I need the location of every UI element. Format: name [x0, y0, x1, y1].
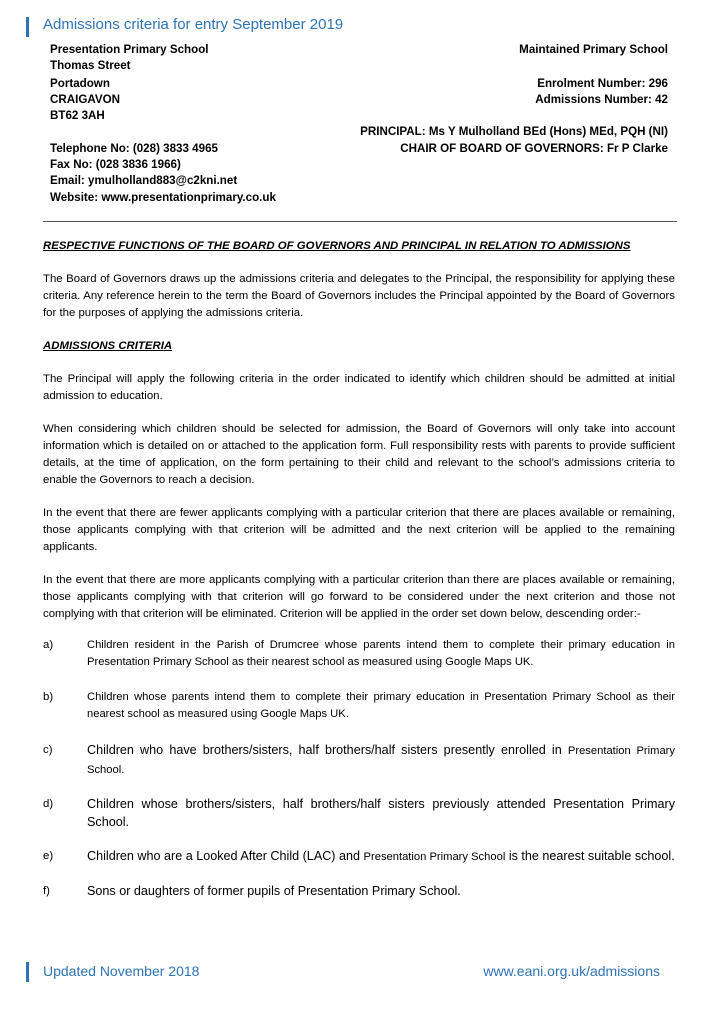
more-applicants-paragraph: In the event that there are more applicants complying with a particular criterion than there are places available or remaining, those applicants complying with that criterion will go forward to be considered under the next criterion and those not complying with that criterion will be eliminated. Criterion will be applied in the order set down below, descending order:- — [43, 574, 675, 620]
address-line-2: Portadown — [50, 77, 110, 90]
criterion-e-text-end: is the nearest suitable school. — [508, 849, 675, 863]
header-divider — [43, 221, 677, 222]
criterion-f-text: Sons or daughters of former pupils of Presentation Primary School. — [87, 884, 461, 898]
fewer-applicants-paragraph: In the event that there are fewer applicants complying with a particular criterion that there are places available or remaining, those applicants complying with that criterion will be admitted and the next criterion will be applied to the remaining applicants. — [43, 507, 675, 553]
principal: PRINCIPAL: Ms Y Mulholland BEd (Hons) MEd, PQH (NI) — [360, 125, 668, 138]
criterion-e-marker: e) — [43, 850, 54, 862]
criterion-b — [43, 689, 675, 723]
criterion-d-text: Children whose brothers/sisters, half brothers/half sisters previously attended Presentation Primary School. — [87, 797, 675, 829]
fax: Fax No: (028 3836 1966) — [50, 158, 181, 171]
criterion-f-marker: f) — [43, 885, 50, 897]
enrolment-number: Enrolment Number: 296 — [537, 77, 668, 90]
school-name: Presentation Primary School — [50, 43, 209, 56]
school-type: Maintained Primary School — [519, 43, 668, 56]
principal-paragraph: The Principal will apply the following criteria in the order indicated to identify which children should be admitted at initial admission to education. — [43, 373, 675, 402]
address-line-1: Thomas Street — [50, 59, 131, 72]
criteria-heading: ADMISSIONS CRITERIA — [43, 340, 173, 352]
criterion-c-marker: c) — [43, 744, 53, 756]
email: Email: ymulholland883@c2kni.net — [50, 174, 238, 187]
criterion-c — [43, 741, 675, 779]
criterion-d — [43, 795, 675, 831]
functions-paragraph: The Board of Governors draws up the admissions criteria and delegates to the Principal, the responsibility for applying these criteria. Any reference herein to the term the Board of Governors includes the Principal appointed by the Board of Governors for the purposes of applying the admissions criteria. — [43, 273, 675, 319]
page-title: Admissions criteria for entry September 2019 — [43, 16, 344, 33]
criterion-c-school: Presentation Primary School. — [87, 745, 676, 776]
admissions-number: Admissions Number: 42 — [535, 93, 668, 106]
criterion-a — [43, 637, 675, 671]
criterion-e — [43, 847, 675, 866]
telephone: Telephone No: (028) 3833 4965 — [50, 142, 218, 155]
title-accent-bar — [26, 17, 29, 37]
criterion-c-text: Children who have brothers/sisters, half brothers/half sisters presently enrolled in — [87, 743, 562, 757]
criterion-a-marker: a) — [43, 639, 54, 651]
address-line-4: BT62 3AH — [50, 109, 105, 122]
criterion-b-marker: b) — [43, 691, 54, 703]
criterion-b-text: Children whose parents intend them to complete their primary education in Presentation Primary School as their nearest school as measured using Google Maps UK. — [87, 691, 675, 720]
functions-heading: RESPECTIVE FUNCTIONS OF THE BOARD OF GOVERNORS AND PRINCIPAL IN RELATION TO ADMISSIONS — [43, 240, 631, 252]
criterion-d-marker: d) — [43, 798, 54, 810]
website: Website: www.presentationprimary.co.uk — [50, 191, 276, 204]
footer-link[interactable]: www.eani.org.uk/admissions — [483, 963, 660, 979]
document-body — [43, 238, 675, 916]
criterion-f — [43, 882, 675, 900]
address-line-3: CRAIGAVON — [50, 93, 120, 106]
footer-updated: Updated November 2018 — [43, 963, 200, 979]
criterion-e-school: Presentation Primary School — [363, 851, 506, 863]
footer-accent-bar — [26, 962, 29, 982]
criterion-a-text: Children resident in the Parish of Drumcree whose parents intend them to complete their primary education in Presentation Primary School as their nearest school as measured using Google Maps UK. — [87, 639, 675, 668]
criterion-e-text: Children who are a Looked After Child (LAC) and — [87, 849, 361, 863]
chair-of-governors: CHAIR OF BOARD OF GOVERNORS: Fr P Clarke — [400, 142, 668, 155]
consideration-paragraph: When considering which children should be selected for admission, the Board of Governors will only take into account information which is detailed on or attached to the application form. Full responsibility rests with parents to provide sufficient details, at the time of application, on the form pertaining to their child and relevant to the school’s admissions criteria to enable the Governors to reach a decision. — [43, 423, 675, 486]
